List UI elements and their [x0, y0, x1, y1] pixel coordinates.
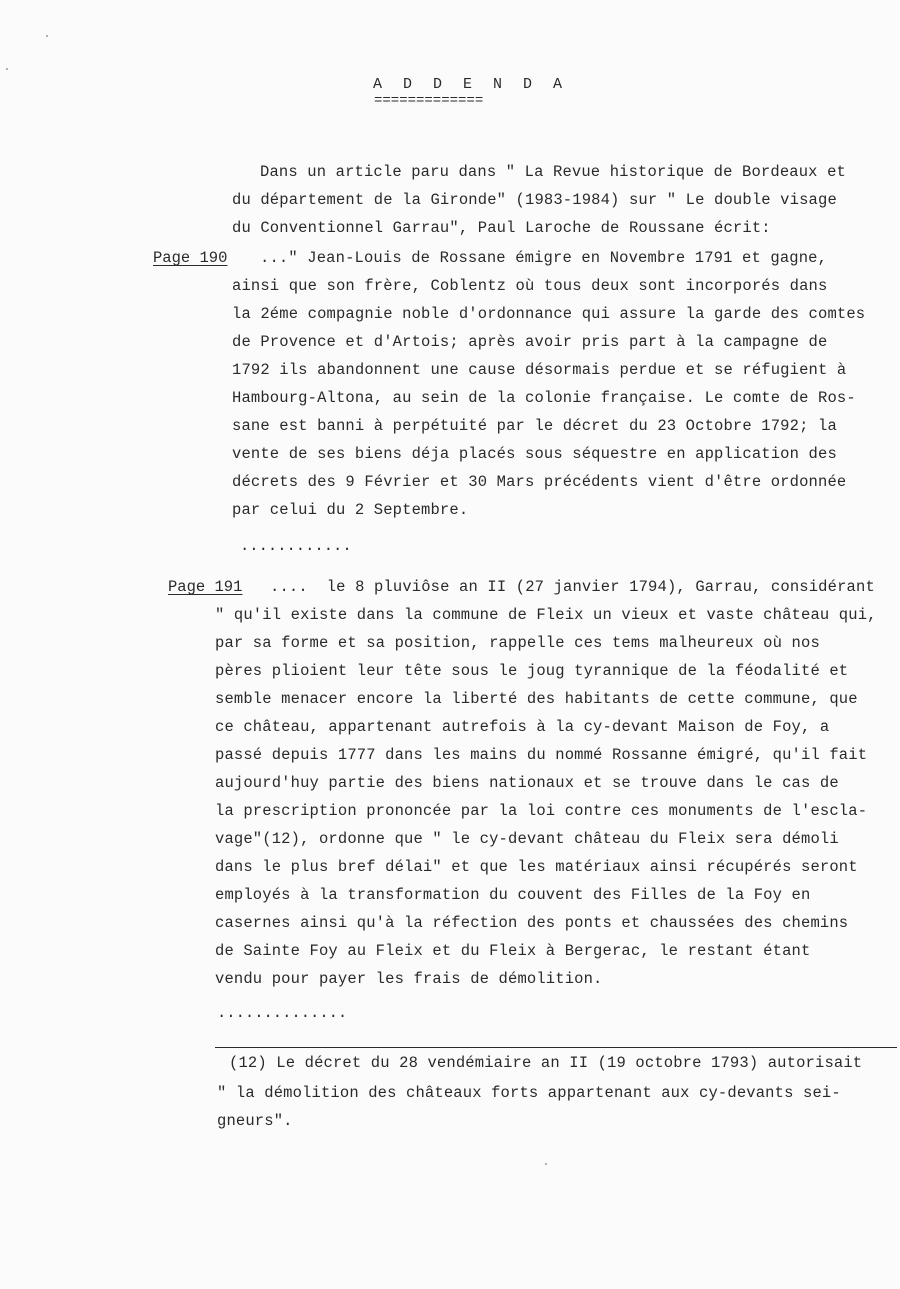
quote-line: pères plioient leur tête sous le joug tyrannique de la féodalité et [215, 662, 849, 680]
quote-line: de Provence et d'Artois; après avoir pris part à la campagne de [232, 333, 828, 351]
quote-line: aujourd'huy partie des biens nationaux et se trouve dans le cas de [215, 774, 839, 792]
footnote-line: (12) Le décret du 28 vendémiaire an II (19 octobre 1793) autorisait [229, 1054, 863, 1072]
quote-line: ce château, appartenant autrefois à la cy-devant Maison de Foy, a [215, 718, 830, 736]
quote-line: la prescription prononcée par la loi contre ces monuments de l'escla- [215, 802, 868, 820]
quote-line: Hambourg-Altona, au sein de la colonie française. Le comte de Ros- [232, 389, 856, 407]
quote-line: .... le 8 pluviôse an II (27 janvier 1794), Garrau, considérant [270, 578, 875, 596]
page-190-label: Page 190 [153, 249, 228, 267]
quote-line: vente de ses biens déja placés sous séquestre en application des [232, 445, 837, 463]
quote-line: passé depuis 1777 dans les mains du nommé Rossanne émigré, qu'il fait [215, 746, 868, 764]
quote-line: 1792 ils abandonnent une cause désormais perdue et se réfugient à [232, 361, 847, 379]
paper-speck [46, 35, 48, 37]
quote-line: sane est banni à perpétuité par le décret du 23 Octobre 1792; la [232, 417, 837, 435]
quote-line: semble menacer encore la liberté des habitants de cette commune, que [215, 690, 858, 708]
intro-line: du Conventionnel Garrau", Paul Laroche de Roussane écrit: [232, 219, 771, 237]
paper-speck [6, 68, 8, 70]
quote-line: vage"(12), ordonne que " le cy-devant château du Fleix sera démoli [215, 830, 839, 848]
footnote-line: gneurs". [217, 1112, 293, 1130]
intro-line: du département de la Gironde" (1983-1984) sur " Le double visage [232, 191, 837, 209]
quote-line: de Sainte Foy au Fleix et du Fleix à Bergerac, le restant étant [215, 942, 811, 960]
quote-line: par celui du 2 Septembre. [232, 501, 469, 519]
quote-line: ainsi que son frère, Coblentz où tous deux sont incorporés dans [232, 277, 828, 295]
page-191-label: Page 191 [168, 578, 243, 596]
quote-line: ..." Jean-Louis de Rossane émigre en Novembre 1791 et gagne, [260, 249, 828, 267]
footnote-line: " la démolition des châteaux forts appartenant aux cy-devants sei- [217, 1084, 841, 1102]
quote-line: la 2éme compagnie noble d'ordonnance qui assure la garde des comtes [232, 305, 866, 323]
paper-speck [545, 1163, 547, 1165]
ellipsis-190: ............ [240, 537, 352, 555]
quote-line: employés à la transformation du couvent des Filles de la Foy en [215, 886, 811, 904]
document-title: A D D E N D A [373, 76, 569, 93]
ellipsis-191: .............. [217, 1004, 348, 1022]
title-underline: ============= [374, 93, 484, 109]
intro-line: Dans un article paru dans " La Revue historique de Bordeaux et [260, 163, 846, 181]
quote-line: par sa forme et sa position, rappelle ces tems malheureux où nos [215, 634, 820, 652]
quote-line: casernes ainsi qu'à la réfection des ponts et chaussées des chemins [215, 914, 849, 932]
quote-line: dans le plus bref délai" et que les matériaux ainsi récupérés seront [215, 858, 858, 876]
footnote-divider [215, 1047, 897, 1048]
quote-line: vendu pour payer les frais de démolition. [215, 970, 603, 988]
quote-line: " qu'il existe dans la commune de Fleix un vieux et vaste château qui, [215, 606, 877, 624]
quote-line: décrets des 9 Février et 30 Mars précédents vient d'être ordonnée [232, 473, 847, 491]
